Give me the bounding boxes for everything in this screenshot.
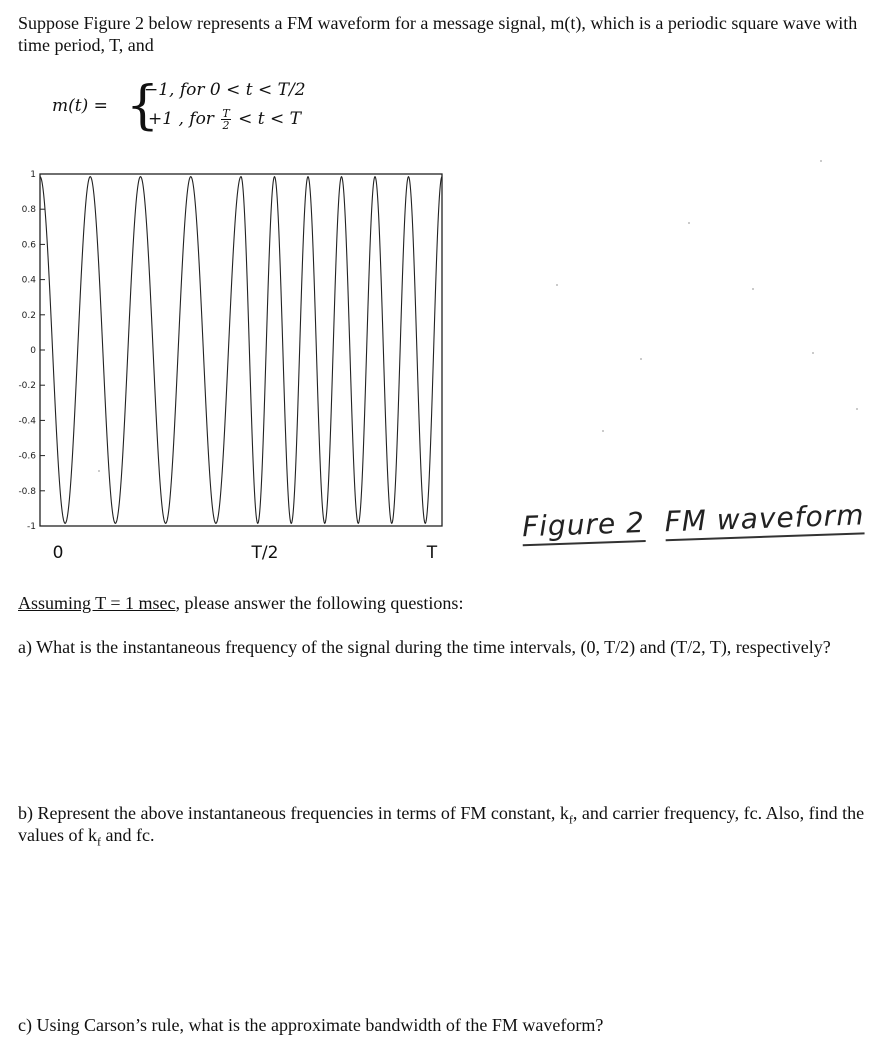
y-tick-label: 0.2 (21, 310, 36, 321)
intro-paragraph: Suppose Figure 2 below represents a FM waveform for a message signal, m(t), which is a periodic square wave with time period, T, and (18, 13, 858, 55)
equation-case-2-suffix: < t < T (232, 109, 301, 129)
equation-fraction (221, 108, 230, 131)
scan-speck (856, 408, 858, 410)
question-b-text-3: and fc. (100, 825, 155, 845)
question-b-sub-2: f (96, 834, 101, 849)
y-tick-label: -1 (27, 522, 36, 532)
x-axis-label: T (426, 543, 438, 563)
question-b (18, 802, 868, 849)
scan-speck (812, 352, 814, 354)
equation-case-2-prefix: +1 , for (148, 109, 220, 129)
assumption-rest: , please answer the following questions: (175, 593, 464, 613)
scan-speck (820, 160, 822, 162)
question-b-text-1: b) Represent the above instantaneous frequencies in terms of FM constant, k (18, 803, 569, 823)
scan-speck (640, 358, 642, 360)
x-axis-label: 0 (52, 543, 64, 563)
message-signal-equation (52, 78, 372, 138)
question-a: a) What is the instantaneous frequency of the signal during the time intervals, (0, T/2) and (T/2, T), respectively? (18, 637, 831, 657)
question-c: c) Using Carson’s rule, what is the approximate bandwidth of the FM waveform? (18, 1015, 604, 1035)
figure-caption-label: Figure 2 (522, 506, 646, 546)
figure-caption (522, 498, 883, 544)
y-tick-label: -0.8 (18, 486, 36, 497)
fraction-denominator: 2 (222, 119, 230, 132)
x-axis-label: T/2 (251, 543, 279, 563)
equation-case-2 (148, 108, 301, 131)
scan-speck (98, 470, 100, 472)
y-tick-label: 0.6 (21, 240, 36, 251)
question-b-text-2: , and carrier frequency, fc. Also, find the values of k (18, 803, 865, 845)
fraction-numerator: T (222, 107, 230, 120)
figure-caption-title: FM waveform (664, 498, 865, 541)
equation-brace: { (126, 76, 160, 136)
y-tick-label: 0 (30, 346, 36, 356)
scan-speck (688, 222, 690, 224)
fm-waveform-chart (0, 160, 460, 580)
y-tick-label: -0.2 (18, 381, 36, 392)
assumption-underlined: Assuming T = 1 msec (18, 593, 176, 613)
equation-case-1: −1, for 0 < t < T/2 (144, 80, 306, 100)
plot-frame (40, 174, 442, 526)
y-tick-label: 1 (30, 170, 36, 180)
equation-lhs: m(t) = (52, 96, 108, 116)
y-tick-label: -0.6 (18, 451, 36, 462)
scan-speck (752, 288, 754, 290)
y-tick-label: 0.4 (21, 275, 36, 286)
fm-waveform-figure (0, 160, 460, 580)
y-tick-label: 0.8 (21, 205, 36, 216)
question-b-sub-1: f (568, 812, 573, 827)
fm-waveform-line (40, 177, 442, 524)
y-tick-label: -0.4 (18, 416, 36, 427)
assumption-line (18, 592, 868, 614)
scan-speck (556, 284, 558, 286)
scan-speck (602, 430, 604, 432)
